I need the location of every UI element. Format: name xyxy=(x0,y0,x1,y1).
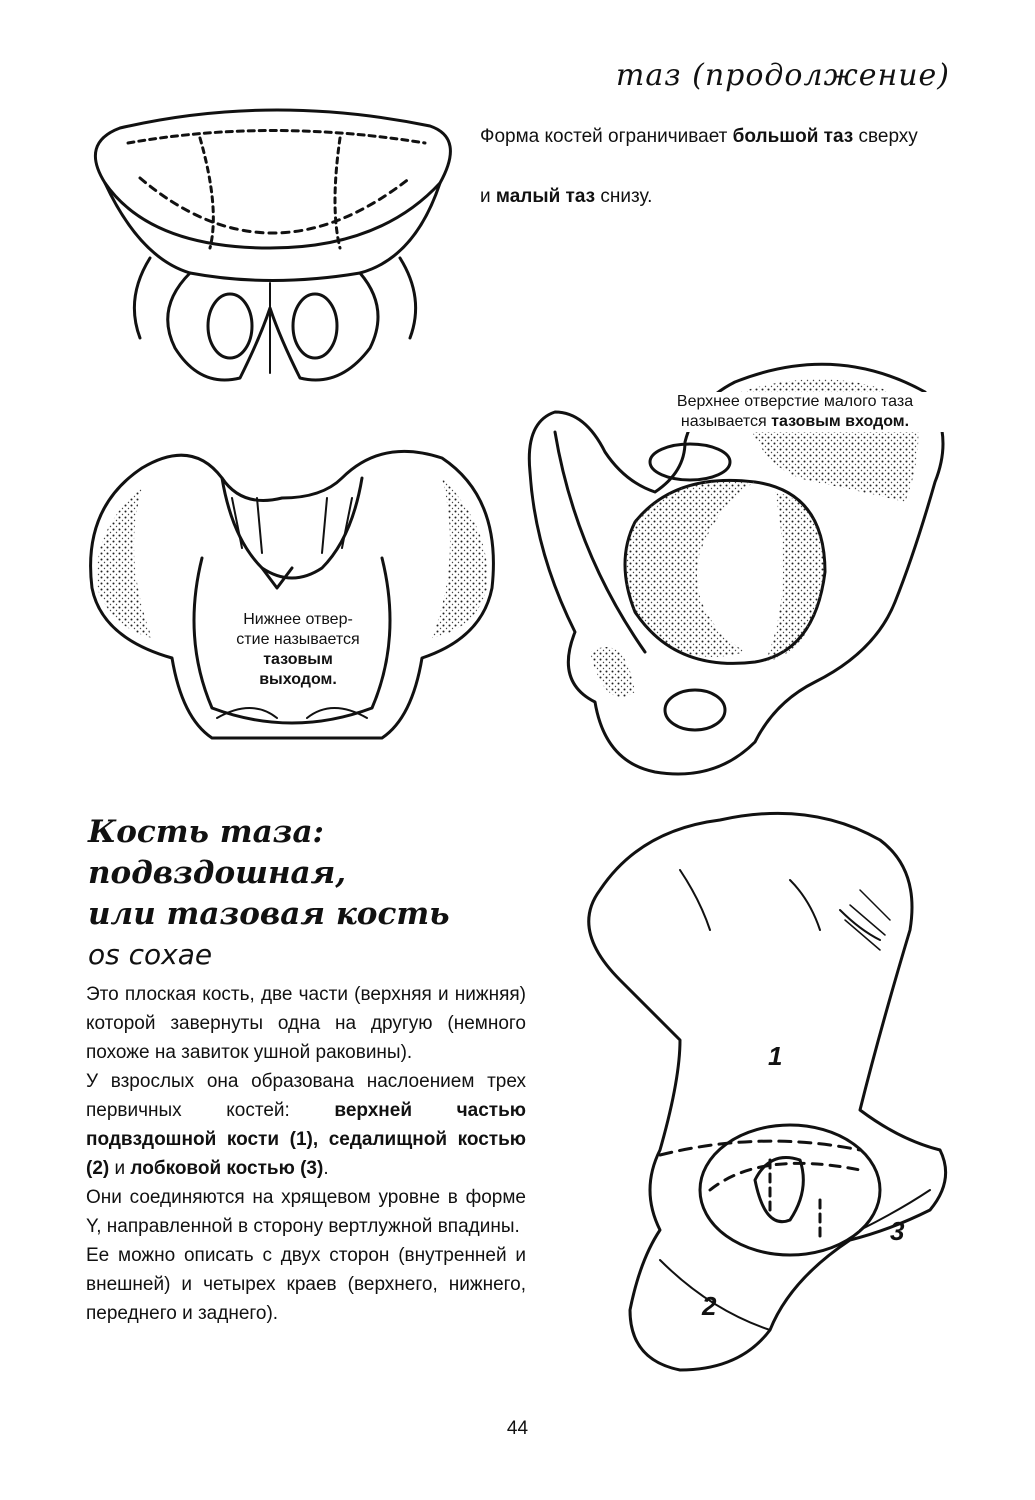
note-term: тазовым xyxy=(263,651,333,668)
note-line: стие называется xyxy=(236,631,360,648)
body-text-span: У взрослых она образована наслоением трех первичных костей: xyxy=(86,1071,526,1121)
section-title-line: подвздошная, xyxy=(88,855,347,891)
term-greater-pelvis: большой таз xyxy=(732,126,854,147)
section-body xyxy=(86,980,526,1328)
note-line: Нижнее отвер- xyxy=(243,611,353,628)
body-term: верхней частью подвздошной кости (1), седалищной костью (2) xyxy=(86,1100,526,1179)
intro-text-span: и xyxy=(480,186,496,207)
label-pubis: 3 xyxy=(890,1216,905,1246)
body-paragraph: Это плоская кость, две части (верхняя и нижняя) которой завернуты одна на другую (немного похоже на завиток ушной раковины). xyxy=(86,984,526,1063)
intro-text-span: сверху xyxy=(853,126,918,147)
intro-line-2 xyxy=(480,182,955,212)
pelvis-front-illustration xyxy=(82,438,507,758)
section-title-line: Кость таза: xyxy=(88,814,324,850)
page-number: 44 xyxy=(506,1418,529,1439)
lower-opening-note xyxy=(222,610,374,690)
body-paragraph: Они соединяются на хрящевом уровне в форме Y, направленной в сторону вертлужной впадины. xyxy=(86,1187,526,1237)
intro-text xyxy=(480,122,955,212)
note-line: Верхнее отверстие малого таза xyxy=(676,393,914,410)
term-lesser-pelvis: малый таз xyxy=(495,186,596,207)
latin-name: os coxae xyxy=(88,938,213,971)
body-paragraph: Ее можно описать с двух сторон (внутренней и внешней) и четырех краев (верхнего, нижнего, переднего и заднего). xyxy=(86,1245,526,1324)
body-term: лобковой костью (3) xyxy=(130,1158,324,1179)
body-text-span: . xyxy=(323,1158,329,1179)
pelvis-bowl-illustration xyxy=(80,98,465,398)
section-title xyxy=(88,812,450,935)
note-line xyxy=(645,412,945,432)
label-ischium: 2 xyxy=(702,1291,717,1321)
body-paragraph xyxy=(86,1067,526,1183)
intro-text-span: Форма костей ограничивает xyxy=(480,126,733,147)
upper-opening-note xyxy=(645,392,945,432)
section-title-line: или тазовая кость xyxy=(88,896,450,932)
intro-text-span: снизу. xyxy=(595,186,653,207)
intro-line-1 xyxy=(480,122,955,152)
note-text-span: называется xyxy=(680,413,772,430)
running-header: таз (продолжение) xyxy=(615,58,950,93)
note-term: выходом. xyxy=(259,671,337,688)
hip-bone-illustration xyxy=(560,810,960,1390)
label-ilium: 1 xyxy=(768,1041,783,1071)
body-text-span: и xyxy=(109,1158,131,1179)
note-term: тазовым входом. xyxy=(771,413,910,430)
